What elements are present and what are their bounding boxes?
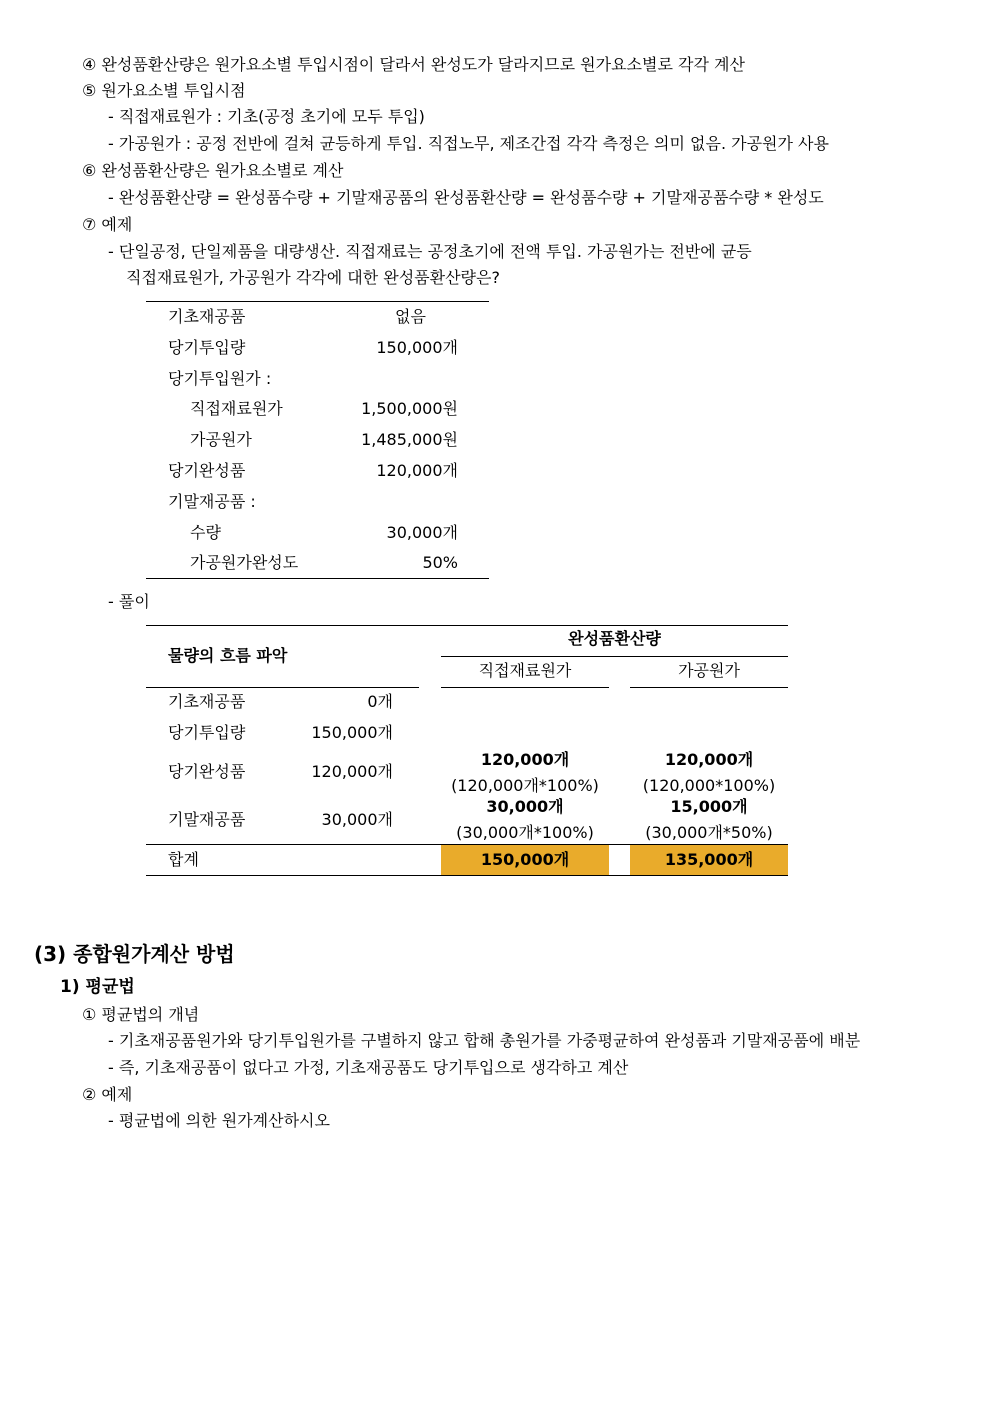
bullet-material: - 직접재료원가 : 기초(공정 초기에 모두 투입) [108,107,425,126]
row-qty: 120,000개 [311,762,393,781]
ex-label: 당기완성품 [168,461,246,480]
row-mat-note: (120,000개*100%) [451,776,599,795]
solution-label: - 풀이 [108,592,150,611]
ex-label: 당기투입량 [168,338,246,357]
ex-value: 없음 [395,307,426,326]
bullet-formula: - 완성품환산량 = 완성품수량 + 기말재공품의 완성품환산량 = 완성품수량 + 기말재공품수량 * 완성도 [108,188,824,207]
example-desc: - 단일공정, 단일제품을 대량생산. 직접재료는 공정초기에 전액 투입. 가공원가는 전반에 균등 [108,242,752,261]
row-mat: 30,000개 [486,797,564,816]
point-4: ④ 완성품환산량은 원가요소별 투입시점이 달라서 완성도가 달라지므로 원가요소별로 각각 계산 [82,55,745,74]
row-mat-note: (30,000개*100%) [456,823,594,842]
ex-label: 기초재공품 [168,307,246,326]
total-label: 합계 [168,850,199,869]
ex-value: 50% [422,553,458,572]
row-label: 당기완성품 [168,762,246,781]
col-material: 직접재료원가 [478,661,572,680]
row-label: 기말재공품 [168,810,246,829]
ex-label: 직접재료원가 [190,399,283,418]
total-conv: 135,000개 [664,850,754,869]
flow-header: 물량의 흐름 파악 [168,646,288,665]
ex-label: 가공원가 [190,430,252,449]
section-heading: (3) 종합원가계산 방법 [34,942,235,966]
row-mat: 120,000개 [480,750,570,769]
ex-label: 기말재공품 : [168,492,256,511]
avg-example-task: - 평균법에 의한 원가계산하시오 [108,1111,330,1130]
avg-bullet-1: - 기초재공품원가와 당기투입원가를 구별하지 않고 합해 총원가를 가중평균하여 완성품과 기말재공품에 배분 [108,1031,861,1050]
equiv-header: 완성품환산량 [568,629,661,648]
row-qty: 0개 [367,692,393,711]
row-conv: 15,000개 [670,797,748,816]
ex-label: 수량 [190,523,221,542]
point-6: ⑥ 완성품환산량은 원가요소별로 계산 [82,161,344,180]
ex-value: 1,500,000원 [361,399,458,418]
bullet-conversion: - 가공원가 : 공정 전반에 걸쳐 균등하게 투입. 직접노무, 제조간접 각각 측정은 의미 없음. 가공원가 사용 [108,134,829,153]
row-label: 당기투입량 [168,723,246,742]
col-conversion: 가공원가 [678,661,740,680]
ex-label: 가공원가완성도 [190,553,299,572]
row-qty: 30,000개 [321,810,393,829]
point-5: ⑤ 원가요소별 투입시점 [82,81,246,100]
avg-example: ② 예제 [82,1085,133,1104]
point-7: ⑦ 예제 [82,215,133,234]
ex-label: 당기투입원가 : [168,369,272,388]
row-label: 기초재공품 [168,692,246,711]
ex-value: 120,000개 [376,461,458,480]
row-qty: 150,000개 [311,723,393,742]
avg-bullet-2: - 즉, 기초재공품이 없다고 가정, 기초재공품도 당기투입으로 생각하고 계산 [108,1058,629,1077]
total-mat: 150,000개 [480,850,570,869]
row-conv: 120,000개 [664,750,754,769]
example-question: 직접재료원가, 가공원가 각각에 대한 완성품환산량은? [126,268,500,287]
ex-value: 150,000개 [376,338,458,357]
ex-value: 1,485,000원 [361,430,458,449]
avg-concept: ① 평균법의 개념 [82,1005,200,1024]
row-conv-note: (30,000개*50%) [645,823,773,842]
subsection-heading: 1) 평균법 [60,977,135,997]
ex-value: 30,000개 [386,523,458,542]
row-conv-note: (120,000*100%) [642,776,776,795]
